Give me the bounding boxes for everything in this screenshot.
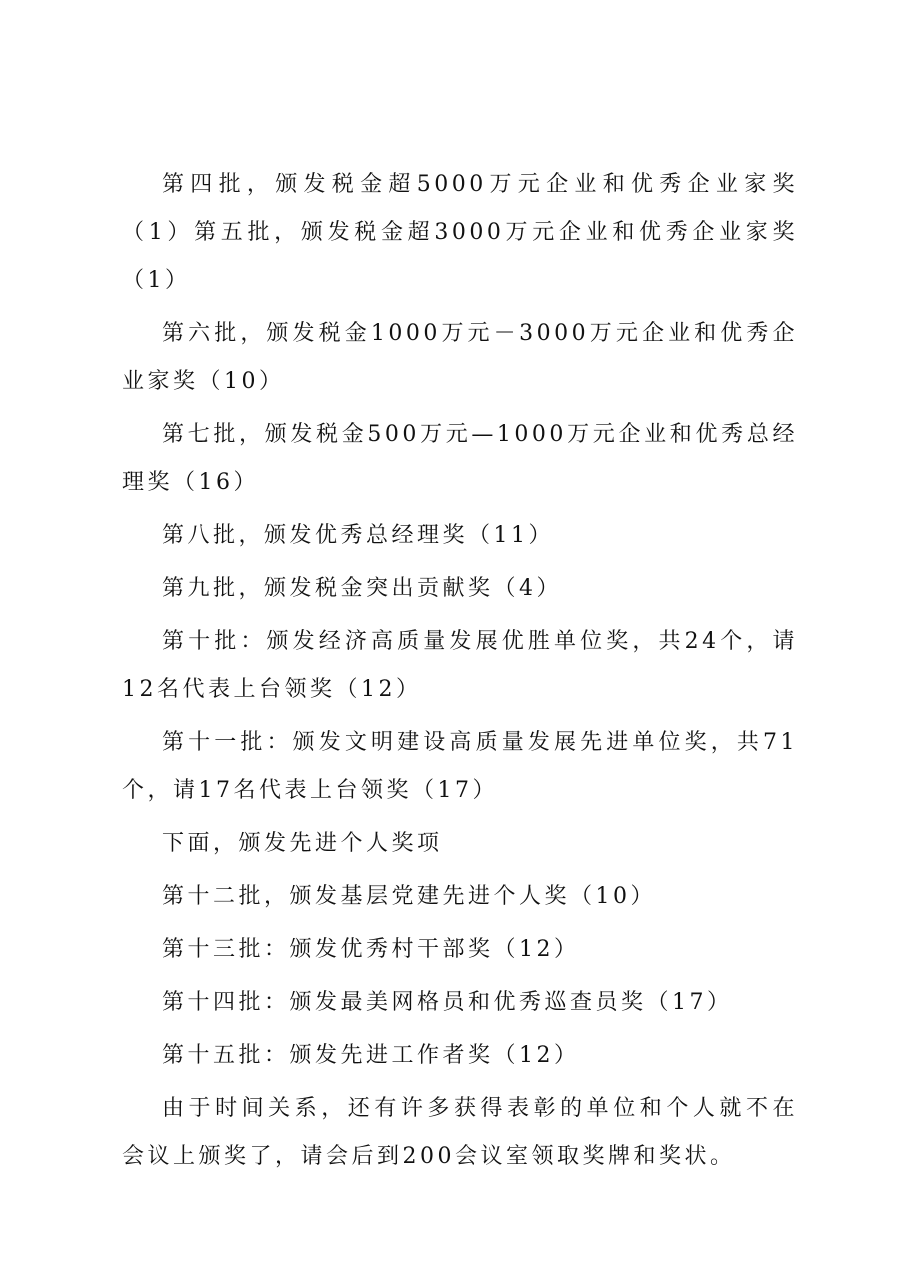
paragraph-batch-13: 第十三批：颁发优秀村干部奖（12） xyxy=(162,937,580,962)
document-body xyxy=(122,161,798,1186)
paragraph-batch-14: 第十四批：颁发最美网格员和优秀巡查员奖（17） xyxy=(162,990,733,1015)
paragraph-batch-9: 第九批，颁发税金突出贡献奖（4） xyxy=(162,576,562,601)
paragraph-closing-note: 由于时间关系，还有许多获得表彰的单位和个人就不在会议上颁奖了，请会后到200会议室领取奖牌和奖状。 xyxy=(122,1096,798,1169)
paragraph-batch-15: 第十五批：颁发先进工作者奖（12） xyxy=(162,1043,580,1068)
paragraph-batch-4-5: 第四批，颁发税金超5000万元企业和优秀企业家奖（1）第五批，颁发税金超3000万元企业和优秀企业家奖（1） xyxy=(122,172,798,293)
paragraph-batch-7: 第七批，颁发税金500万元—1000万元企业和优秀总经理奖（16） xyxy=(122,422,798,495)
paragraph-individual-awards-intro: 下面，颁发先进个人奖项 xyxy=(162,831,443,856)
paragraph-batch-10: 第十批：颁发经济高质量发展优胜单位奖，共24个，请12名代表上台领奖（12） xyxy=(122,629,798,702)
paragraph-batch-11: 第十一批：颁发文明建设高质量发展先进单位奖，共71个，请17名代表上台领奖（17） xyxy=(122,730,798,803)
paragraph-batch-8: 第八批，颁发优秀总经理奖（11） xyxy=(162,523,554,548)
paragraph-batch-12: 第十二批，颁发基层党建先进个人奖（10） xyxy=(162,884,656,909)
paragraph-batch-6: 第六批，颁发税金1000万元－3000万元企业和优秀企业家奖（10） xyxy=(122,321,798,394)
